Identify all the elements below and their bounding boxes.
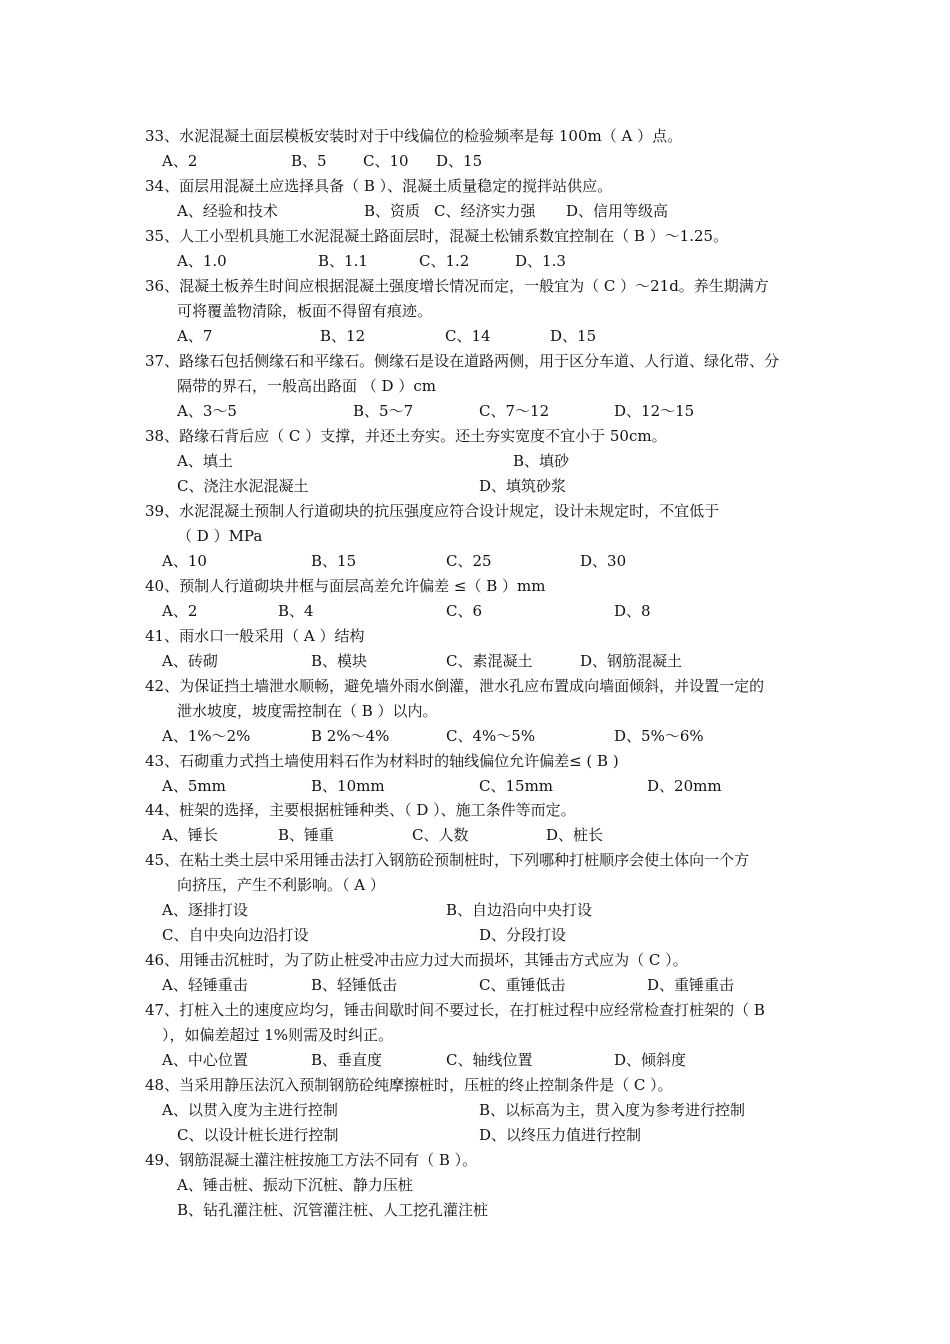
option-b: B、5 <box>291 152 327 170</box>
option-c: C、素混凝土 <box>446 652 533 670</box>
option-a: A、经验和技术 <box>177 202 278 220</box>
option-c: C、人数 <box>412 826 469 844</box>
option-b: B、1.1 <box>318 252 368 270</box>
question-42-cont: 泄水坡度，坡度需控制在（ B ）以内。 <box>177 702 438 720</box>
question-39-cont: （ D ）MPa <box>177 527 263 545</box>
question-45-cont: 向挤压，产生不利影响。（ A ） <box>177 876 385 894</box>
option-d: D、12～15 <box>614 402 695 420</box>
option-d: D、钢筋混凝土 <box>580 652 683 670</box>
option-a: A、1%～2% <box>162 727 251 745</box>
option-d: D、以终压力值进行控制 <box>479 1126 642 1144</box>
option-b: B、10mm <box>311 777 385 795</box>
question-39: 39、水泥混凝土预制人行道砌块的抗压强度应符合设计规定，设计未规定时，不宜低于 <box>145 502 720 520</box>
option-a: A、1.0 <box>177 252 227 270</box>
option-b: B、填砂 <box>513 452 570 470</box>
option-c: C、重锤低击 <box>479 976 566 994</box>
option-a: A、10 <box>162 552 207 570</box>
option-a: A、中心位置 <box>162 1051 248 1069</box>
option-d: D、20mm <box>647 777 722 795</box>
option-c: C、1.2 <box>419 252 470 270</box>
option-b: B、模块 <box>311 652 368 670</box>
option-c: C、4%～5% <box>446 727 536 745</box>
option-c: C、25 <box>446 552 492 570</box>
option-a: A、2 <box>162 152 198 170</box>
option-c: C、自中央向边沿打设 <box>162 926 309 944</box>
option-b: B、钻孔灌注桩、沉管灌注桩、人工挖孔灌注桩 <box>177 1201 489 1219</box>
option-b: B、12 <box>320 327 366 345</box>
question-33: 33、水泥混凝土面层模板安装时对于中线偏位的检验频率是每 100m（ A ）点。 <box>145 127 683 145</box>
option-b: B、资质 <box>364 202 421 220</box>
option-b: B、以标高为主，贯入度为参考进行控制 <box>479 1101 746 1119</box>
question-34: 34、面层用混凝土应选择具备（ B ）、混凝土质量稳定的搅拌站供应。 <box>145 177 613 195</box>
option-d: D、15 <box>436 152 483 170</box>
option-d: D、5%～6% <box>614 727 704 745</box>
option-a: A、逐排打设 <box>162 901 248 919</box>
option-c: C、轴线位置 <box>446 1051 533 1069</box>
question-43: 43、石砌重力式挡土墙使用料石作为材料时的轴线偏位允许偏差≤ ( B ) <box>145 752 619 770</box>
option-c: C、10 <box>363 152 409 170</box>
option-a: A、2 <box>162 602 198 620</box>
question-48: 48、当采用静压法沉入预制钢筋砼纯摩擦桩时，压桩的终止控制条件是（ C ）。 <box>145 1076 673 1094</box>
option-c: C、浇注水泥混凝土 <box>177 477 309 495</box>
option-d: D、8 <box>614 602 651 620</box>
option-a: A、砖砌 <box>162 652 218 670</box>
option-d: D、1.3 <box>515 252 566 270</box>
option-b: B、5～7 <box>353 402 414 420</box>
question-36: 36、混凝土板养生时间应根据混凝土强度增长情况而定，一般宜为（ C ）～21d。养生期满方 <box>145 277 769 295</box>
question-41: 41、雨水口一般采用（ A ）结构 <box>145 627 365 645</box>
option-a: A、锤长 <box>162 826 218 844</box>
question-37-cont: 隔带的界石，一般高出路面 （ D ）cm <box>177 377 436 395</box>
option-a: A、锤击桩、振动下沉桩、静力压桩 <box>177 1176 413 1194</box>
option-d: D、倾斜度 <box>614 1051 687 1069</box>
option-b: B、15 <box>311 552 357 570</box>
option-b: B、垂直度 <box>311 1051 383 1069</box>
option-d: D、15 <box>550 327 597 345</box>
option-b: B、锤重 <box>278 826 335 844</box>
option-c: C、以设计桩长进行控制 <box>177 1126 339 1144</box>
option-d: D、信用等级高 <box>566 202 669 220</box>
question-46: 46、用锤击沉桩时，为了防止桩受冲击应力过大而损坏，其锤击方式应为（ C ）。 <box>145 951 688 969</box>
option-a: A、轻锤重击 <box>162 976 248 994</box>
question-38: 38、路缘石背后应（ C ）支撑，并还土夯实。还土夯实宽度不宜小于 50cm。 <box>145 427 667 445</box>
option-d: D、分段打设 <box>479 926 567 944</box>
option-a: A、7 <box>177 327 213 345</box>
option-c: C、7～12 <box>479 402 550 420</box>
question-47: 47、打桩入土的速度应均匀，锤击间歇时间不要过长，在打桩过程中应经常检查打桩架的（ B <box>145 1001 765 1019</box>
option-c: C、经济实力强 <box>434 202 536 220</box>
question-42: 42、为保证挡土墙泄水顺畅，避免墙外雨水倒灌，泄水孔应布置成向墙面倾斜，并设置一定的 <box>145 677 765 695</box>
option-a: A、填土 <box>177 452 233 470</box>
option-a: A、5mm <box>162 777 226 795</box>
question-44: 44、桩架的选择，主要根据桩锤种类、（ D ）、施工条件等而定。 <box>145 801 576 819</box>
option-c: C、15mm <box>479 777 554 795</box>
option-d: D、桩长 <box>546 826 604 844</box>
option-c: C、14 <box>445 327 491 345</box>
question-45: 45、在粘土类土层中采用锤击法打入钢筋砼预制桩时，下列哪种打桩顺序会使土体向一个方 <box>145 851 750 869</box>
option-b: B、4 <box>278 602 314 620</box>
question-47-cont: ），如偏差超过 1%则需及时纠正。 <box>162 1026 394 1044</box>
option-b: B、自边沿向中央打设 <box>446 901 593 919</box>
question-35: 35、人工小型机具施工水泥混凝土路面层时，混凝土松铺系数宜控制在（ B ）～1.25。 <box>145 227 729 245</box>
option-b: B 2%～4% <box>311 727 390 745</box>
question-36-cont: 可将覆盖物清除，板面不得留有痕迹。 <box>177 302 433 320</box>
question-37: 37、路缘石包括侧缘石和平缘石。侧缘石是设在道路两侧，用于区分车道、人行道、绿化带、分 <box>145 352 780 370</box>
question-40: 40、预制人行道砌块井框与面层高差允许偏差 ≤（ B ）mm <box>145 577 546 595</box>
option-d: D、填筑砂浆 <box>479 477 567 495</box>
option-c: C、6 <box>446 602 483 620</box>
option-a: A、3～5 <box>177 402 237 420</box>
option-d: D、30 <box>580 552 627 570</box>
option-b: B、轻锤低击 <box>311 976 398 994</box>
question-49: 49、钢筋混凝土灌注桩按施工方法不同有（ B ）。 <box>145 1151 478 1169</box>
option-d: D、重锤重击 <box>647 976 735 994</box>
option-a: A、以贯入度为主进行控制 <box>162 1101 338 1119</box>
